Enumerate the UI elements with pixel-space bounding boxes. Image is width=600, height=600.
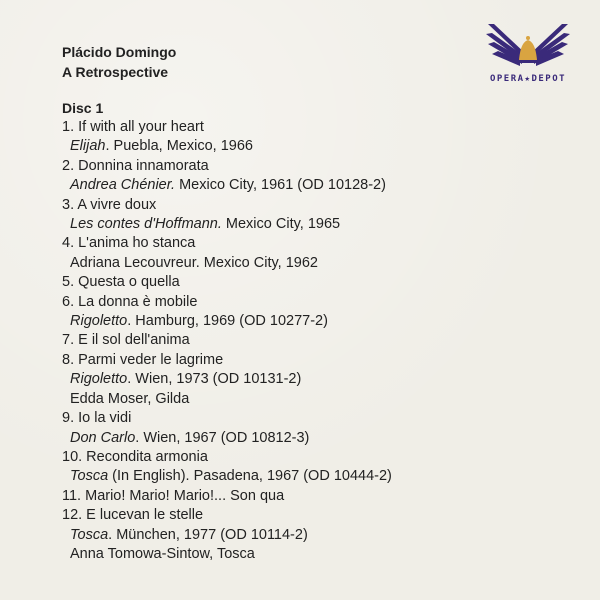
track-title: 9. Io la vidi (62, 410, 132, 427)
track-title: 1. If with all your heart (62, 119, 204, 135)
track-title: 5. Questa o quella (62, 274, 180, 291)
track-list (62, 118, 582, 564)
winged-bell-icon (478, 20, 578, 76)
track-detail (62, 390, 582, 409)
track-detail (62, 370, 582, 389)
track-detail (62, 545, 582, 564)
recording-info: Mexico City, 1961 (OD 10128-2) (175, 177, 386, 194)
recording-info: . Puebla, Mexico, 1966 (105, 138, 253, 155)
track-title: 6. La donna è mobile (62, 293, 198, 310)
album-title: A Retrospective (62, 64, 169, 80)
track-detail (62, 429, 582, 448)
recording-info: Mexico City, 1965 (221, 216, 341, 233)
artist-name: Plácido Domingo (62, 44, 177, 60)
opera-title: Les contes d'Hoffmann. (70, 216, 222, 233)
track-detail (62, 215, 582, 234)
track-title: 11. Mario! Mario! Mario!... Son qua (62, 487, 285, 504)
recording-info: (In English). Pasadena, 1967 (OD 10444-2) (108, 468, 392, 485)
track-detail (62, 467, 582, 486)
track-detail (62, 137, 582, 156)
opera-depot-logo (478, 20, 578, 100)
recording-info: Anna Tomowa-Sintow, Tosca (70, 545, 255, 562)
track-title: 4. L'anima ho stanca (62, 235, 196, 252)
track-title: 3. A vivre doux (62, 196, 157, 213)
opera-title: Elijah (70, 138, 106, 155)
track-title: 12. E lucevan le stelle (62, 507, 204, 524)
logo-text: OPERA★DEPOT (489, 74, 567, 84)
recording-info: Edda Moser, Gilda (70, 390, 190, 407)
track-detail (62, 176, 582, 195)
opera-title: Tosca (70, 468, 109, 485)
track-detail (62, 526, 582, 545)
track-title: 8. Parmi veder le lagrime (62, 351, 224, 368)
track-title: 7. E il sol dell'anima (62, 332, 190, 349)
recording-info: . Hamburg, 1969 (OD 10277-2) (127, 313, 328, 330)
track-title: 10. Recondita armonia (62, 448, 208, 465)
recording-info: . München, 1977 (OD 10114-2) (108, 526, 308, 543)
track-title: 2. Donnina innamorata (62, 157, 209, 174)
opera-title: Tosca (70, 526, 109, 543)
recording-info: . Wien, 1967 (OD 10812-3) (135, 429, 310, 446)
recording-info: . Wien, 1973 (OD 10131-2) (127, 371, 302, 388)
opera-title: Rigoletto (70, 371, 128, 388)
track-detail (62, 254, 582, 273)
recording-info: Adriana Lecouvreur. Mexico City, 1962 (70, 254, 318, 271)
track-detail (62, 312, 582, 331)
opera-title: Rigoletto (70, 313, 128, 330)
header (62, 42, 176, 82)
opera-title: Don Carlo (70, 429, 136, 446)
disc-label: Disc 1 (62, 100, 104, 116)
opera-title: Andrea Chénier. (70, 177, 176, 194)
